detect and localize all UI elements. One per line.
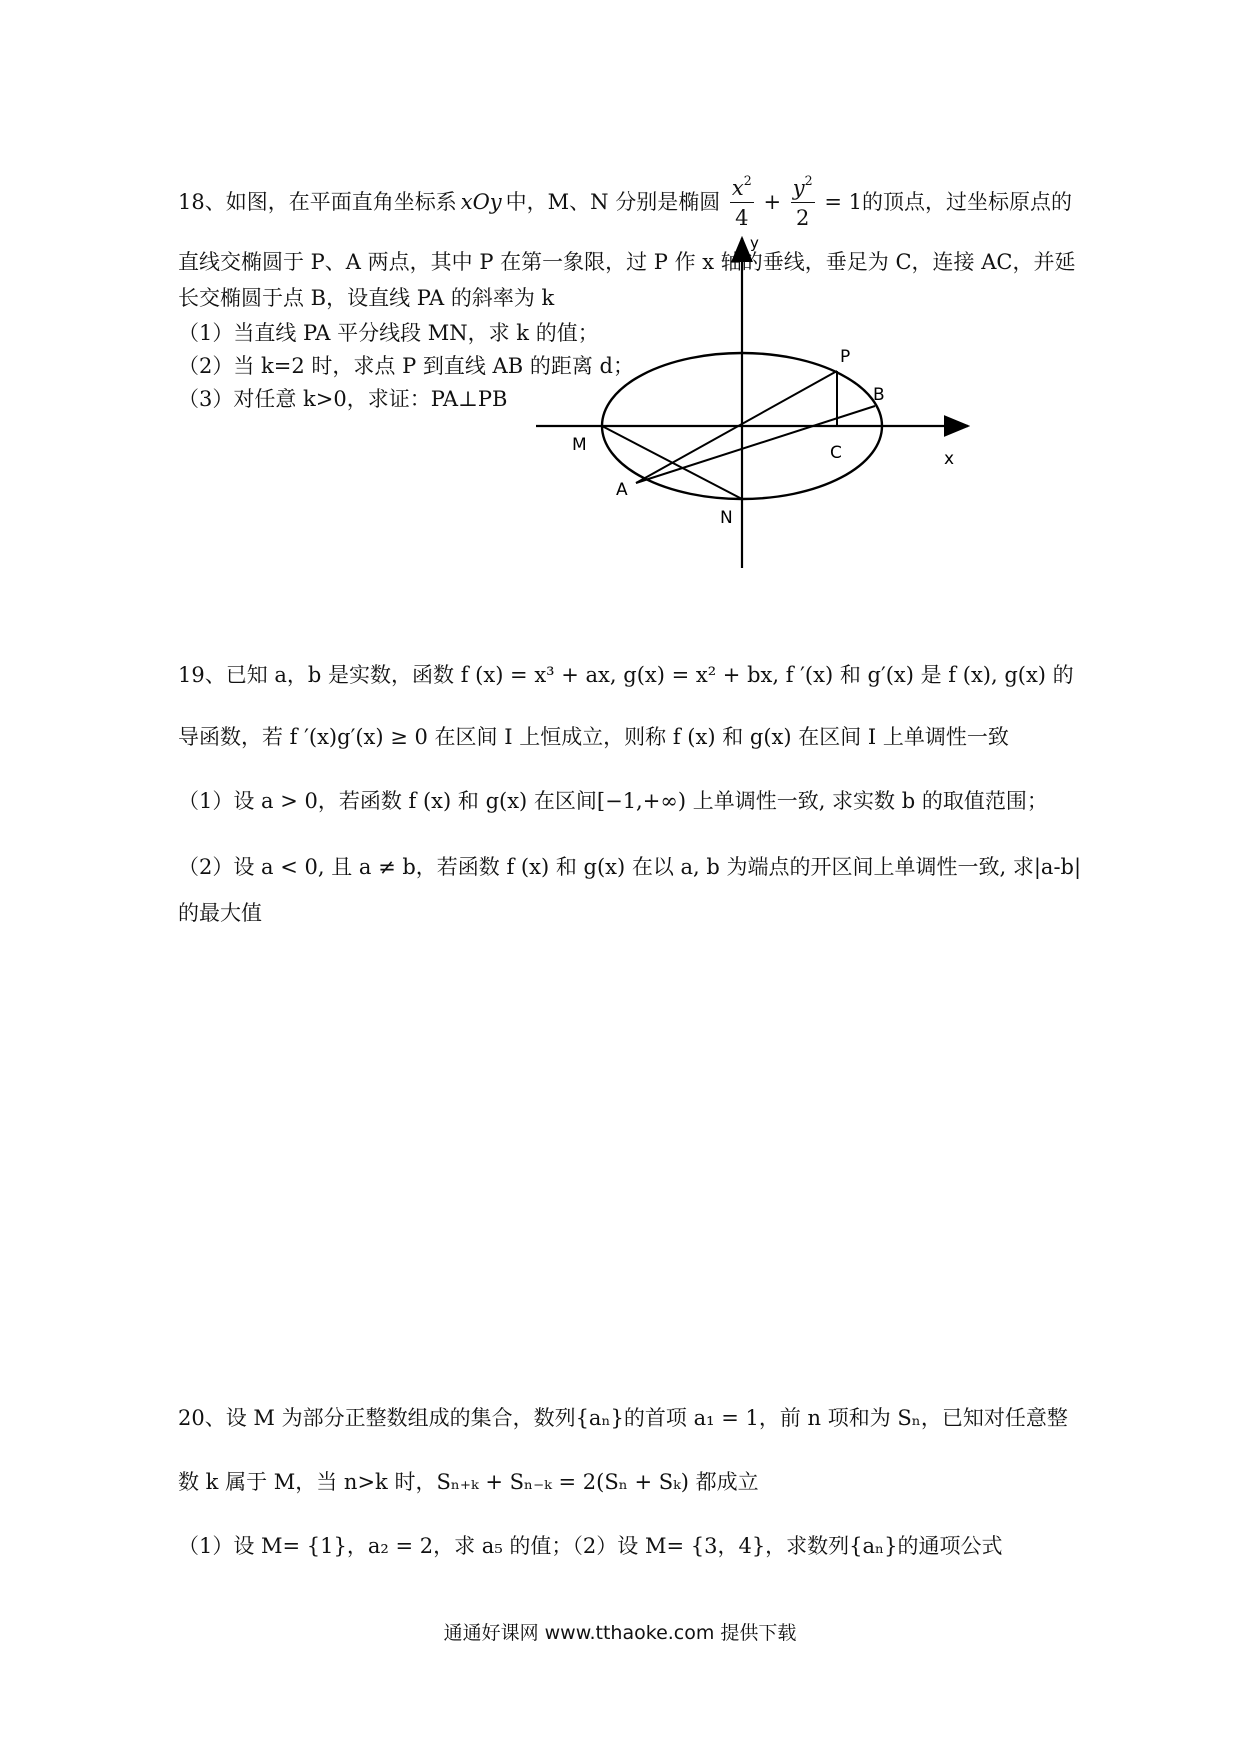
q18-line-2: 直线交椭圆于 P、A 两点，其中 P 在第一象限，过 P 作 x 轴的垂线，垂足为 C，连接 AC，并延 <box>178 250 1076 274</box>
q19-line-1: 19、已知 a，b 是实数，函数 f (x) = x³ + ax, g(x) = x² + bx, f ′(x) 和 g′(x) 是 f (x), g(x) 的 <box>178 663 1074 687</box>
q18-sub-1: （1）当直线 PA 平分线段 MN，求 k 的值； <box>178 321 599 345</box>
label-y: y <box>750 234 759 252</box>
q18-sub-3: （3）对任意 k>0，求证：PA⊥PB <box>178 387 508 411</box>
q20-line-2: 数 k 属于 M，当 n>k 时，Sₙ₊ₖ + Sₙ₋ₖ = 2(Sₙ + Sₖ) 都成立 <box>178 1470 759 1494</box>
q18-sub-2: （2）当 k=2 时，求点 P 到直线 AB 的距离 d； <box>178 354 634 378</box>
label-a: A <box>616 480 628 500</box>
fraction-y2-over-2: $\frac{y^2}{2}$ <box>792 172 813 230</box>
label-p: P <box>840 347 851 367</box>
q19-line-2: 导函数，若 f ′(x)g′(x) ≥ 0 在区间 I 上恒成立，则称 f (x) 和 g(x) 在区间 I 上单调性一致 <box>178 725 1009 749</box>
label-m: M <box>572 435 587 455</box>
q19-sub-2-cont: 的最大值 <box>178 901 262 925</box>
label-n: N <box>720 508 733 528</box>
footer-credit: 通通好课网 www.tthaoke.com 提供下载 <box>443 1622 797 1644</box>
q19-sub-1: （1）设 a > 0，若函数 f (x) 和 g(x) 在区间[−1,+∞) 上单调性一致, 求实数 b 的取值范围； <box>178 789 1048 813</box>
q20-line-1: 20、设 M 为部分正整数组成的集合，数列{aₙ}的首项 a₁ = 1，前 n 项和为 Sₙ，已知对任意整 <box>178 1406 1068 1430</box>
label-x: x <box>944 449 955 469</box>
fraction-x2-over-4: $\frac{x^2}{4}$ <box>731 172 752 230</box>
q20-line-3: （1）设 M= {1}，a₂ = 2，求 a₅ 的值；（2）设 M= {3，4}，求数列{aₙ}的通项公式 <box>178 1534 1003 1558</box>
label-c: C <box>830 443 842 463</box>
label-b: B <box>873 385 885 405</box>
q18-line-1: 18、如图，在平面直角坐标系 xOy 中，M、N 分别是椭圆 $\frac{x^2}{4}$ + $\frac{y^2}{2}$ = 1的顶点，过坐标原点的 <box>178 172 1072 230</box>
q18-line-3: 长交椭圆于点 B，设直线 PA 的斜率为 k <box>178 286 555 310</box>
xoy-label: xOy <box>460 190 502 214</box>
ellipse-diagram <box>520 232 980 572</box>
q19-sub-2: （2）设 a < 0, 且 a ≠ b，若函数 f (x) 和 g(x) 在以 a, b 为端点的开区间上单调性一致, 求|a-b| <box>178 855 1082 879</box>
